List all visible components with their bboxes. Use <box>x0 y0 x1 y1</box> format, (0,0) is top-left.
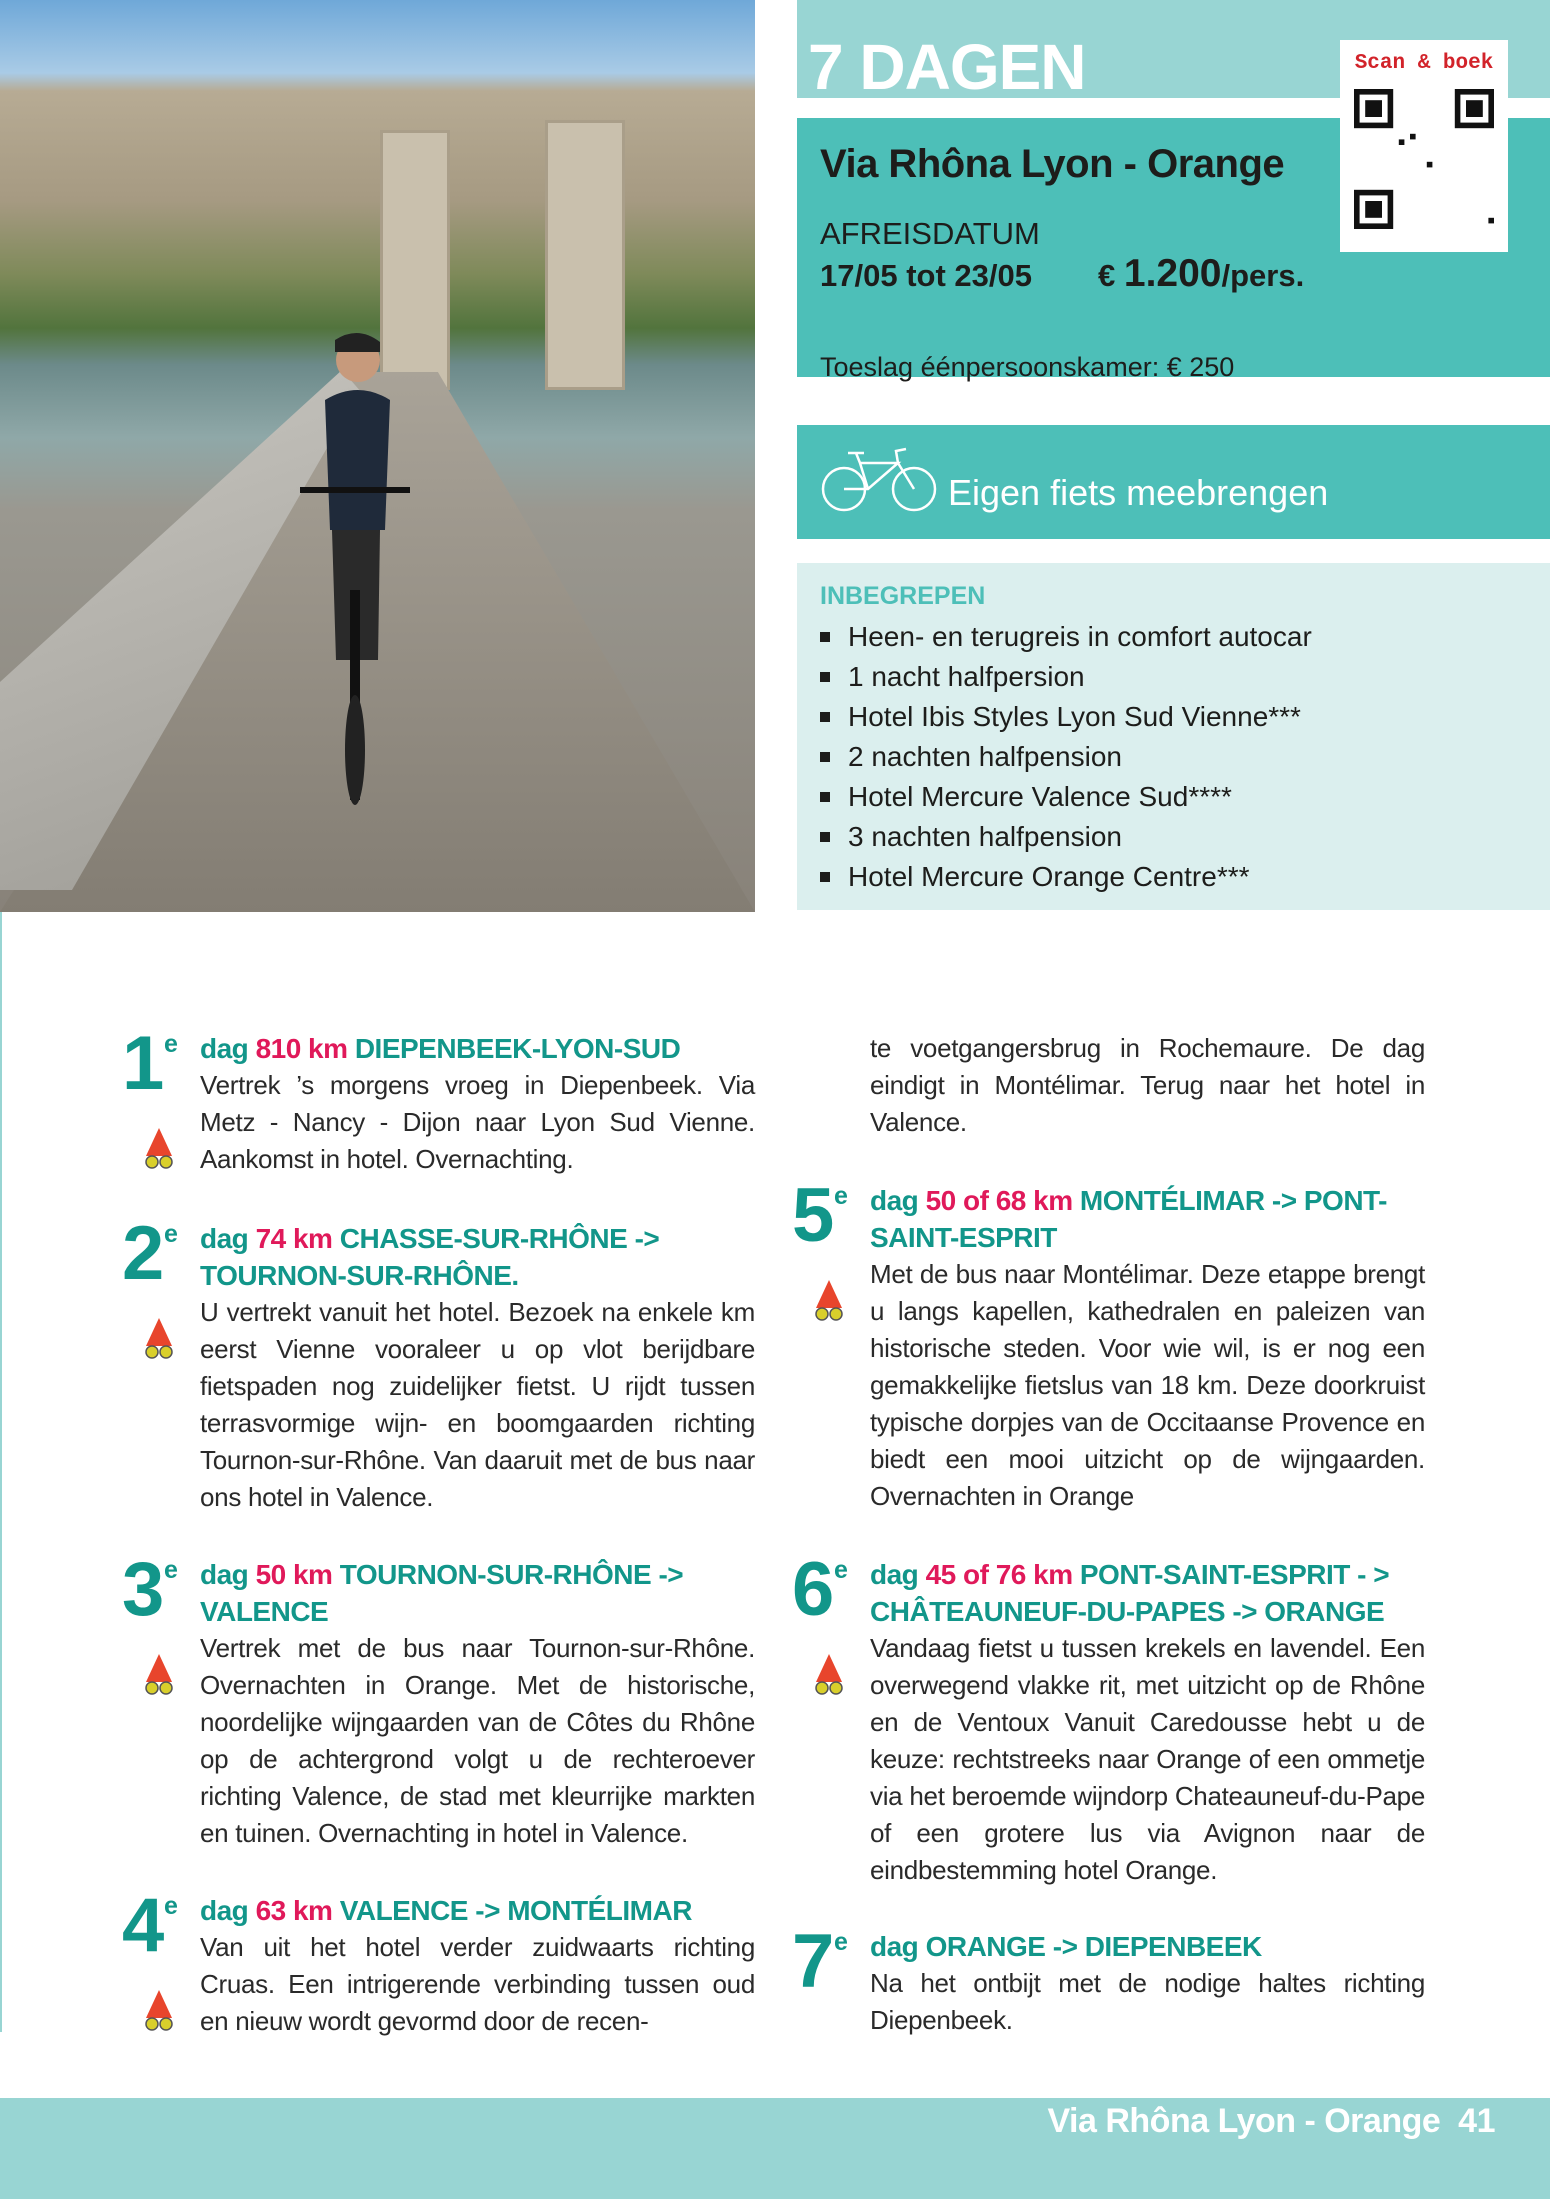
day-heading <box>200 1892 755 1929</box>
list-item-text: 2 nachten halfpension <box>848 741 1122 772</box>
day-heading <box>200 1030 755 1067</box>
day-number-suffix: e <box>834 1556 848 1584</box>
bus-icon <box>812 1278 846 1322</box>
day-7 <box>792 1919 1425 2039</box>
day-number-suffix: e <box>164 1220 178 1248</box>
day-label: dag <box>870 1185 919 1216</box>
day-route: ORANGE -> DIEPENBEEK <box>925 1931 1262 1962</box>
day-number: 6 <box>792 1547 835 1632</box>
day-route: VALENCE -> MONTÉLIMAR <box>339 1895 692 1926</box>
day-text: Vertrek met de bus naar Tournon-sur-Rhône. Overnachten in Orange. Met de historische, noordelijke wijngaarden van de Côtes du Rhône op de achtergrond volgt u de rechteroever richting Valence, de stad met kleurrijke markten en tuinen. Overnachting in hotel in Valence. <box>200 1633 755 1848</box>
day-distance: 45 of 76 km <box>925 1559 1073 1590</box>
day-label: dag <box>870 1559 919 1590</box>
bullet-icon <box>820 752 830 762</box>
day-distance: 63 km <box>255 1895 333 1926</box>
bullet-icon <box>820 712 830 722</box>
bullet-icon <box>820 792 830 802</box>
day-text: U vertrekt vanuit het hotel. Bezoek na enkele km eerst Vienne vooraleer u op vlot berijdbare fietspaden nog zuidelijker fietst. U rijdt tussen terrasvormige wijn- en boomgaarden richting Tournon-sur-Rhône. Van daaruit met de bus naar ons hotel in Valence. <box>200 1297 755 1512</box>
day-number-suffix: e <box>164 1030 178 1058</box>
day-heading <box>870 1928 1425 1965</box>
bullet-icon <box>820 832 830 842</box>
day-number: 3 <box>122 1547 165 1632</box>
list-item-text: Heen- en terugreis in comfort autocar <box>848 621 1312 652</box>
day-label: dag <box>200 1559 249 1590</box>
list-item <box>820 857 1312 897</box>
qr-code-icon[interactable] <box>1354 89 1494 229</box>
day-heading <box>870 1556 1425 1630</box>
price-amount: 1.200 <box>1123 252 1222 295</box>
price-unit: /pers. <box>1221 258 1305 293</box>
day-distance: 50 of 68 km <box>925 1185 1073 1216</box>
day-number-suffix: e <box>164 1892 178 1920</box>
day-number: 2 <box>122 1211 165 1296</box>
day-distance: 74 km <box>255 1223 333 1254</box>
list-item-text: Hotel Mercure Orange Centre*** <box>848 861 1250 892</box>
day-3 <box>122 1547 755 1852</box>
list-item-text: 1 nacht halfpersion <box>848 661 1085 692</box>
price-currency: € <box>1098 258 1116 293</box>
day-route: TOURNON-SUR-RHÔNE -> VALENCE <box>200 1559 684 1627</box>
day-text: Van uit het hotel verder zuidwaarts richting Cruas. Een intrigerende verbinding tussen oud en nieuw wordt gevormd door de recen- <box>200 1932 755 2036</box>
departure-dates: 17/05 tot 23/05 <box>820 258 1032 293</box>
page-number: 41 <box>1458 2102 1495 2140</box>
hero-photo-cyclist-on-bridge <box>0 0 755 912</box>
qr-label: Scan & boek <box>1354 52 1494 75</box>
bicycle-icon <box>820 445 938 515</box>
day-route: DIEPENBEEK-LYON-SUD <box>354 1033 681 1064</box>
bullet-icon <box>820 872 830 882</box>
list-item <box>820 617 1312 657</box>
day-label: dag <box>200 1895 249 1926</box>
day-text: Met de bus naar Montélimar. Deze etappe brengt u langs kapellen, kathedralen en paleizen van historische steden. Voor wie wil, is er nog een gemakkelijke fietslus van 18 km. Deze doorkruist typische dorpjes van de Occitaanse Provence en biedt een mooi uitzicht op de wijngaarden. Overnachten in Orange <box>870 1259 1425 1511</box>
bike-note: Eigen fiets meebrengen <box>948 472 1329 513</box>
bus-icon <box>142 1988 176 2032</box>
day-number: 1 <box>122 1021 165 1106</box>
margin-rule <box>0 912 2 2032</box>
day-number-suffix: e <box>834 1928 848 1956</box>
day-2 <box>122 1211 755 1516</box>
list-item <box>820 777 1312 817</box>
day-number-suffix: e <box>164 1556 178 1584</box>
day-route: MONTÉLIMAR -> PONT-SAINT-ESPRIT <box>870 1185 1387 1253</box>
price <box>1098 252 1304 296</box>
list-item-text: Hotel Ibis Styles Lyon Sud Vienne*** <box>848 701 1301 732</box>
day-heading <box>870 1182 1425 1256</box>
day-4-continuation <box>870 1030 1425 1141</box>
bus-icon <box>142 1652 176 1696</box>
trip-title: Via Rhôna Lyon - Orange <box>820 142 1285 186</box>
bus-icon <box>812 1652 846 1696</box>
day-number-suffix: e <box>834 1182 848 1210</box>
included-list <box>820 617 1312 897</box>
day-4 <box>122 1883 755 2040</box>
bus-icon <box>142 1316 176 1360</box>
day-number: 7 <box>792 1919 835 2004</box>
list-item <box>820 697 1312 737</box>
qr-booking-box[interactable] <box>1340 40 1508 252</box>
footer-trip-name: Via Rhôna Lyon - Orange <box>1047 2102 1441 2140</box>
day-5 <box>792 1173 1425 1515</box>
list-item <box>820 657 1312 697</box>
list-item-text: 3 nachten halfpension <box>848 821 1122 852</box>
day-text: Vertrek ’s morgens vroeg in Diepenbeek. Via Metz - Nancy - Dijon naar Lyon Sud Vienne. Aankomst in hotel. Overnachting. <box>200 1070 755 1174</box>
list-item <box>820 737 1312 777</box>
departure-label: AFREISDATUM <box>820 216 1040 251</box>
list-item <box>820 817 1312 857</box>
day-label: dag <box>200 1033 249 1064</box>
day-route: PONT-SAINT-ESPRIT - > CHÂTEAUNEUF-DU-PAPES -> ORANGE <box>870 1559 1390 1627</box>
bus-icon <box>142 1126 176 1170</box>
day-label: dag <box>870 1931 919 1962</box>
bullet-icon <box>820 672 830 682</box>
bridge-tower <box>545 120 625 390</box>
day-number: 4 <box>122 1883 165 1968</box>
day-1 <box>122 1021 755 1178</box>
day-number: 5 <box>792 1173 835 1258</box>
day-route: CHASSE-SUR-RHÔNE -> TOURNON-SUR-RHÔNE. <box>200 1223 660 1291</box>
day-text: Vandaag fietst u tussen krekels en lavendel. Een overwegend vlakke rit, met uitzicht op de Rhône en de Ventoux Vanuit Caredousse hebt u de keuze: rechtstreeks naar Orange of een ommetje via het beroemde wijndorp Chateauneuf-du-Pape of een grotere lus via Avignon naar de eindbestemming hotel Orange. <box>870 1633 1425 1885</box>
day-6 <box>792 1547 1425 1889</box>
bullet-icon <box>820 632 830 642</box>
cyclist-figure <box>300 330 410 810</box>
list-item-text: Hotel Mercure Valence Sud**** <box>848 781 1232 812</box>
day-distance: 50 km <box>255 1559 333 1590</box>
day-text: Na het ontbijt met de nodige haltes richting Diepenbeek. <box>870 1968 1425 2035</box>
day-text: te voetgangersbrug in Rochemaure. De dag eindigt in Montélimar. Terug naar het hotel in Valence. <box>870 1033 1425 1137</box>
duration-title: 7 DAGEN <box>808 31 1086 103</box>
footer-title <box>1047 2102 1495 2141</box>
day-distance: 810 km <box>255 1033 348 1064</box>
single-room-surcharge: Toeslag éénpersoonskamer: € 250 <box>820 352 1235 382</box>
included-title: INBEGREPEN <box>820 582 986 610</box>
day-label: dag <box>200 1223 249 1254</box>
day-heading <box>200 1556 755 1630</box>
day-heading <box>200 1220 755 1294</box>
